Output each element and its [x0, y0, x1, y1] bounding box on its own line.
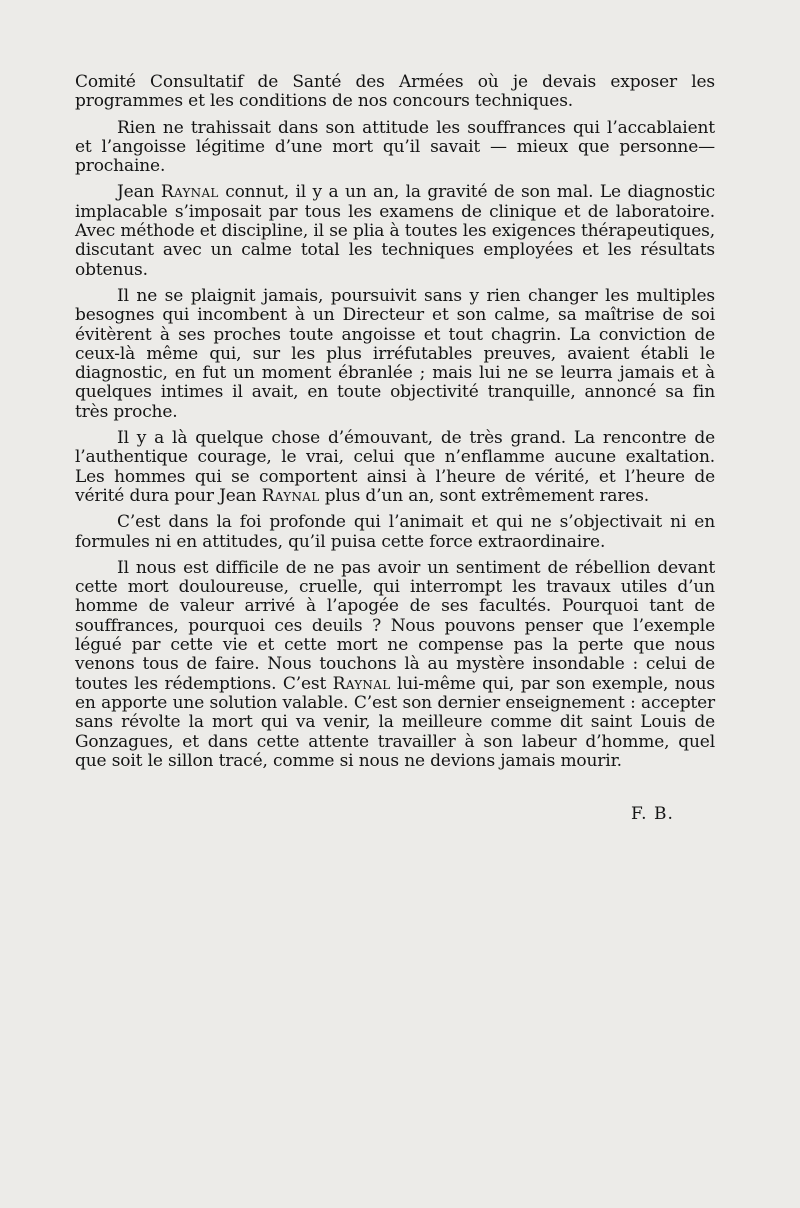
paragraph-7 — [75, 559, 715, 771]
paragraph-5 — [75, 429, 715, 506]
person-name-raynal: Raynal — [160, 182, 219, 203]
paragraph-text: plus d’un an, sont extrêmement rares. — [319, 485, 650, 506]
paragraph-4 — [75, 287, 715, 422]
paragraph-text: Rien ne trahissait dans son attitude les souffrances qui l’accablaient et l’angoisse légitime d’une mort qu’il savait — mieux que personne— prochaine. — [75, 117, 715, 177]
person-name-raynal: Raynal — [261, 485, 320, 506]
author-signature: F. B. — [631, 804, 674, 824]
paragraph-text: Il y a là quelque chose d’émouvant, de très grand. La rencontre de l’authentique courage, le vrai, celui que n’enflamme aucune exaltation. Les hommes qui se comportent ainsi à l’heure de vérité, et l’heure de vérité dura pour Jean — [75, 428, 715, 506]
paragraph-text: Il ne se plaignit jamais, poursuivit sans y rien changer les multiples besognes qui incombent à un Directeur et son calme, sa maîtrise de soi évitèrent à ses proches toute angoisse et tout chagrin. La conviction de ceux-là même qui, sur les plus irréfutables preuves, avaient établi le diagnostic, en fut un moment ébranlée ; mais lui ne se leurra jamais et à quelques intimes il avait, en toute objectivité tranquille, annoncé sa fin très proche. — [75, 285, 715, 422]
paragraph-2 — [75, 119, 715, 177]
paragraph-text: Jean — [117, 182, 161, 203]
paragraph-1 — [75, 73, 715, 112]
paragraph-6 — [75, 513, 715, 552]
paragraph-text: connut, il y a un an, la gravité de son mal. Le diagnostic implacable s’imposait par tous les examens de clinique et de laboratoire. Avec méthode et discipline, il se plia à toutes les exigences thérapeutiques, discutant avec un calme total les techniques employées et les résultats obtenus. — [75, 182, 715, 280]
paragraph-text: Comité Consultatif de Santé des Armées où je devais exposer les programmes et les conditions de nos concours techniques. — [75, 72, 715, 112]
article-body — [75, 73, 715, 778]
paragraph-text: Il nous est difficile de ne pas avoir un sentiment de rébellion devant cette mort douloureuse, cruelle, qui interrompt les travaux utiles d’un homme de valeur arrivé à l’apogée de ses facultés. Pourquoi tant de souffrances, pourquoi ces deuils ? Nous pouvons penser que l’exemple légué par cette vie et cette mort ne compense pas la perte que nous venons tous de faire. Nous touchons là au mystère insondable : celui de toutes les rédemptions. C’est — [75, 557, 715, 694]
paragraph-3 — [75, 183, 715, 279]
paragraph-text: C’est dans la foi profonde qui l’animait et qui ne s’objectivait ni en formules ni en attitudes, qu’il puisa cette force extraordinaire. — [75, 512, 715, 552]
paragraph-text: lui-même qui, par son exemple, nous en apporte une solution valable. C’est son dernier enseignement : accepter sans révolte la mort qui va venir, la meilleure comme dit saint Louis de Gonzagues, et dans cette attente travailler à son labeur d’homme, quel que soit le sillon tracé, comme si nous ne devions jamais mourir. — [75, 673, 715, 771]
person-name-raynal: Raynal — [332, 673, 391, 694]
